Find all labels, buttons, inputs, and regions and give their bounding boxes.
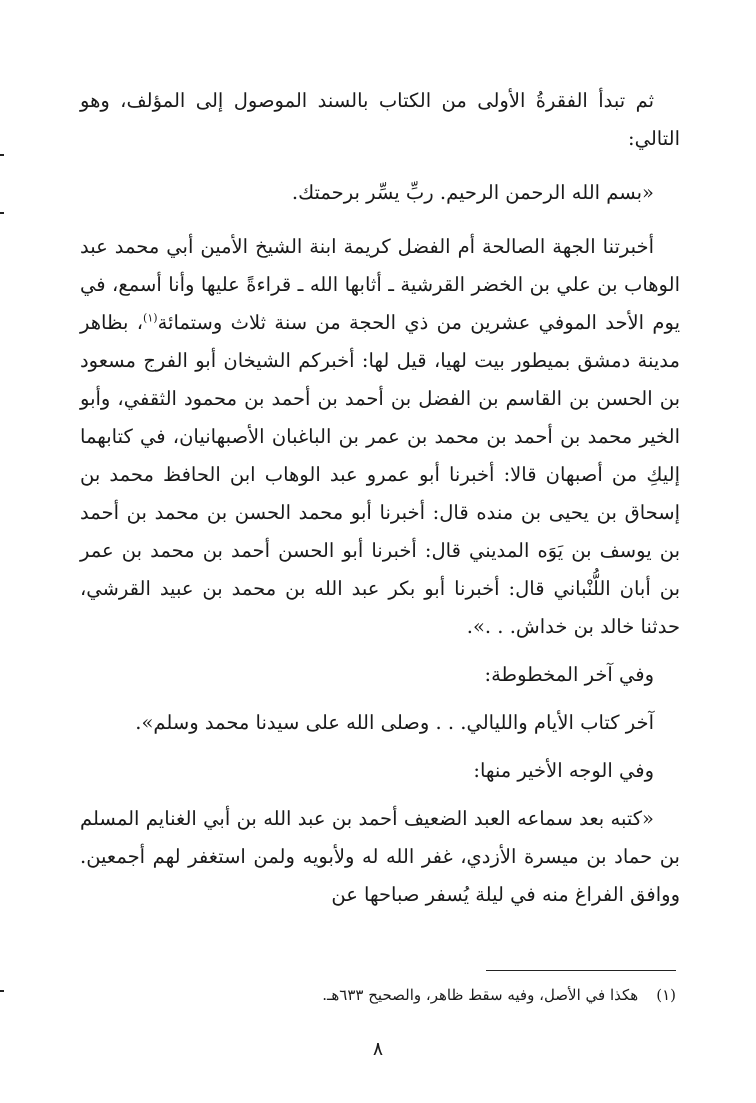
paragraph-intro: ثم تبدأ الفقرةُ الأولى من الكتاب بالسند الموصول إلى المؤلف، وهو التالي:	[80, 89, 680, 150]
footnote	[76, 982, 676, 1008]
paragraph-isnad	[80, 228, 680, 646]
paragraph-colophon: «كتبه بعد سماعه العبد الضعيف أحمد بن عبد الله بن أبي الغنايم المسلم بن حماد بن ميسرة الأزدي، غفر الله له ولأبويه ولمن استغفر لهم أجمعين. ووافق الفراغ منه في ليلة يُسفر صباحها عن	[80, 807, 680, 906]
scan-edge-mark	[0, 154, 4, 156]
page-body	[80, 82, 680, 914]
scan-edge-mark	[0, 990, 4, 992]
page-number: ٨	[372, 1038, 384, 1060]
scan-edge-mark	[0, 212, 4, 214]
footnote-reference: (١)	[143, 311, 158, 325]
footnote-number: (١)	[656, 986, 676, 1004]
paragraph-basmala: «بسم الله الرحمن الرحيم. ربِّ يسِّر برحمتك.	[291, 181, 654, 204]
footnote-divider	[486, 970, 676, 971]
paragraph-manuscript-end-text: آخر كتاب الأيام والليالي. . . وصلى الله على سيدنا محمد وسلم».	[135, 711, 654, 734]
isnad-text-part-2: ، بظاهر مدينة دمشق بميطور بيت لهيا، قيل لها: أخبركم الشيخان أبو الفرج مسعود بن الحسن بن القاسم بن الفضل بن أحمد بن أحمد بن محمود الثقفي، وأبو الخير محمد بن أحمد بن محمد بن عمر بن الباغبان الأصبهانيان، في كتابهما إليكِ من أصبهان قالا: أخبرنا أبو عمرو عبد الوهاب ابن الحافظ محمد بن إسحاق بن يحيى بن منده قال: أخبرنا أبو محمد الحسن بن محمد بن أحمد بن يوسف بن يَوَه المديني قال: أخبرنا أبو الحسن أحمد بن محمد بن عمر بن أبان اللُّنْباني قال: أخبرنا أبو بكر عبد الله بن محمد بن عبيد القرشي، حدثنا خالد بن خداش. . .».	[80, 311, 680, 638]
footnote-text: هكذا في الأصل، وفيه سقط ظاهر، والصحيح ٦٣٣هـ.	[322, 986, 639, 1004]
paragraph-last-page-heading: وفي الوجه الأخير منها:	[473, 759, 654, 782]
isnad-text-part-1: أخبرتنا الجهة الصالحة أم الفضل كريمة ابنة الشيخ الأمين أبي محمد عبد الوهاب بن علي بن الخضر القرشية ـ أثابها الله ـ قراءةً عليها وأنا أسمع، في يوم الأحد الموفي عشرين من ذي الحجة من سنة ثلاث وستمائة	[80, 235, 681, 334]
paragraph-manuscript-end-heading: وفي آخر المخطوطة:	[484, 663, 654, 686]
